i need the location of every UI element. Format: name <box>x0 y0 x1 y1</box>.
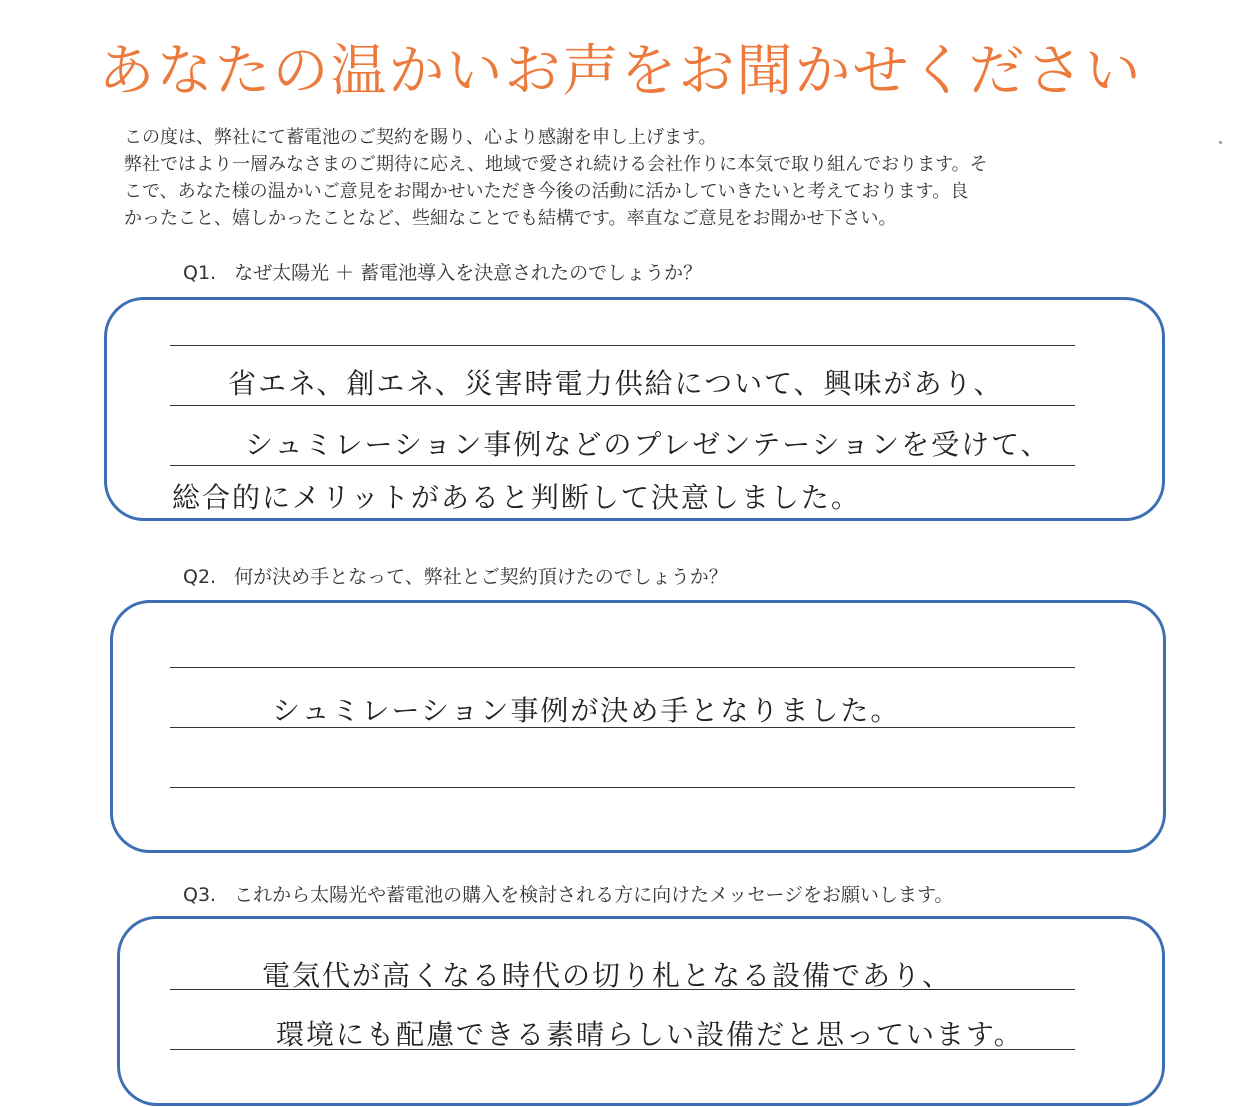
answer-line: シュミレーション事例などのプレゼンテーションを受けて、 <box>245 428 1051 461</box>
question-number: Q3. <box>183 884 217 906</box>
intro-line: かったこと、嬉しかったことなど、些細なことでも結構です。率直なご意見をお聞かせ下さい。 <box>124 208 897 229</box>
question-number: Q1. <box>183 262 217 284</box>
question-text: なぜ太陽光 ＋ 蓄電池導入を決意されたのでしょうか？ <box>234 262 703 284</box>
intro-line: こで、あなた様の温かいご意見をお聞かせいただき今後の活動に活かしていきたいと考えております。良 <box>124 181 969 202</box>
answer-line: 省エネ、創エネ、災害時電力供給について、興味があり、 <box>228 367 1004 400</box>
question-2 <box>183 564 728 590</box>
intro-line: 弊社ではより一層みなさまのご期待に応え、地域で愛され続ける会社作りに本気で取り組んでおります。そ <box>124 154 988 175</box>
question-3 <box>183 882 953 908</box>
page-title: あなたの温かいお声をお聞かせください <box>98 39 1143 104</box>
question-1 <box>183 260 702 286</box>
answer-line: 電気代が高くなる時代の切り札となる設備であり、 <box>262 959 953 992</box>
answer-rule <box>170 345 1075 346</box>
answer-box-3 <box>117 916 1165 1106</box>
answer-rule <box>170 405 1075 406</box>
question-text: これから太陽光や蓄電池の購入を検討される方に向けたメッセージをお願いします。 <box>234 884 954 906</box>
answer-rule <box>170 667 1075 668</box>
answer-line: 環境にも配慮できる素晴らしい設備だと思っています。 <box>276 1018 1024 1051</box>
question-number: Q2. <box>183 566 217 588</box>
answer-rule <box>170 465 1075 466</box>
answer-rule <box>170 787 1075 788</box>
question-text: 何が決め手となって、弊社とご契約頂けたのでしょうか？ <box>234 566 728 588</box>
intro-line: この度は、弊社にて蓄電池のご契約を賜り、心より感謝を申し上げます。 <box>124 127 717 148</box>
answer-line: 総合的にメリットがあると判断して決意しました。 <box>172 481 861 514</box>
answer-line: シュミレーション事例が決め手となりました。 <box>272 694 901 727</box>
scan-speck <box>1219 141 1222 144</box>
intro-paragraph <box>124 124 1134 232</box>
